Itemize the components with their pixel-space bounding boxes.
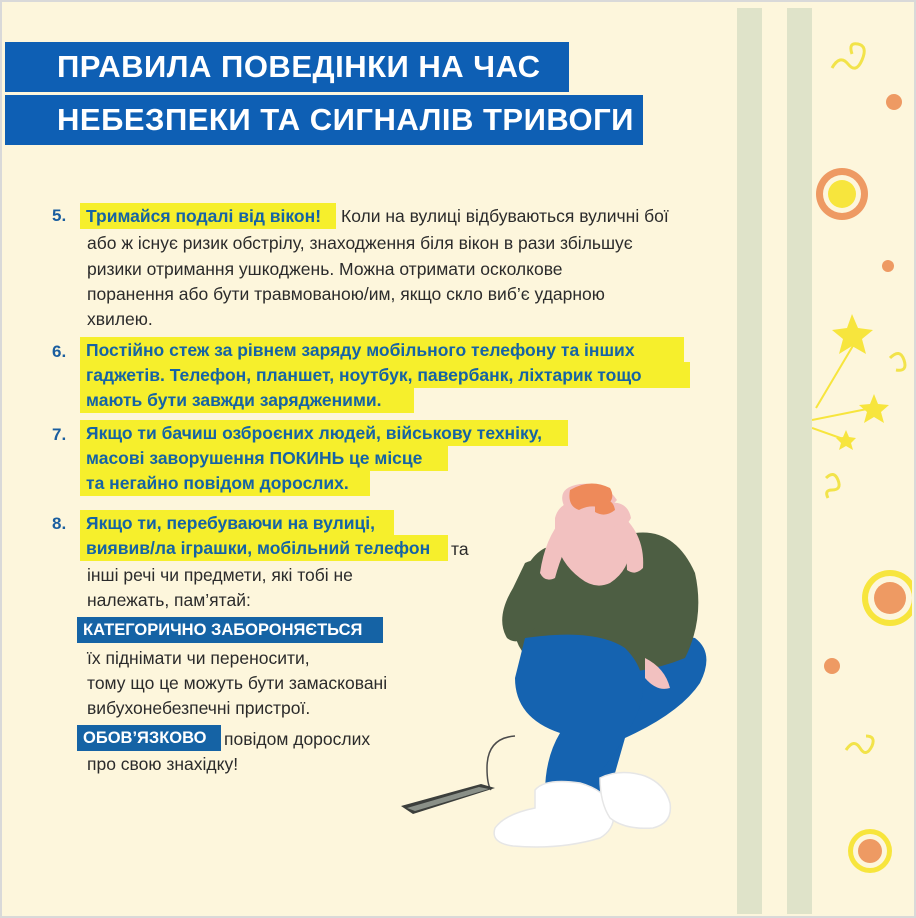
rule-number: 8. — [52, 514, 67, 533]
forbidden-text: їх піднімати чи переносити, — [87, 648, 310, 668]
must-text: повідом дорослих — [224, 729, 371, 749]
rule-text: поранення або бути травмованою/им, якщо скло виб’є ударною — [87, 284, 605, 304]
forbidden-badge: КАТЕГОРИЧНО ЗАБОРОНЯЄТЬСЯ — [77, 617, 383, 643]
star-icon — [859, 394, 889, 423]
rule-number: 5. — [52, 206, 67, 225]
rule-text: належать, пам’ятай: — [87, 590, 251, 610]
squiggle-icon — [826, 474, 839, 498]
squiggle-icon — [832, 44, 864, 68]
rule-highlight: Тримайся подалі від вікон! — [80, 203, 336, 229]
decor-stripe-left — [737, 8, 762, 914]
squiggle-icon — [890, 353, 905, 370]
forbidden-text: тому що це можуть бути замасковані — [87, 673, 388, 693]
rule-text: хвилею. — [87, 309, 153, 329]
rule-text: або ж існує ризик обстрілу, знаходження біля вікон в рази збільшує — [87, 233, 633, 253]
rule-highlight: гаджетів. Телефон, планшет, ноутбук, павербанк, ліхтарик тощо — [80, 362, 690, 388]
rule-highlight: мають бути завжди зарядженими. — [80, 387, 414, 413]
rule-highlight: Якщо ти, перебуваючи на вулиці, — [80, 510, 394, 536]
decor-stripe-right — [787, 8, 812, 914]
rule-highlight: виявив/ла іграшки, мобільний телефон — [80, 535, 448, 561]
rule-text: ризики отримання ушкоджень. Можна отримати осколкове — [87, 259, 563, 279]
rule-highlight: Якщо ти бачиш озброєних людей, військову техніку, — [80, 420, 568, 446]
squiggle-icon — [846, 736, 873, 753]
dot-icon — [824, 658, 840, 674]
decor-right-icons — [812, 8, 912, 914]
dot-icon — [882, 260, 894, 272]
page-title-line-2: НЕБЕЗПЕКИ ТА СИГНАЛІВ ТРИВОГИ — [5, 95, 643, 145]
rule-text: Коли на вулиці відбуваються вуличні бої — [341, 206, 669, 226]
rule-number: 6. — [52, 342, 67, 361]
rule-number: 7. — [52, 425, 67, 444]
rule-text: інші речі чи предмети, які тобі не — [87, 565, 353, 585]
rule-text: та — [451, 539, 469, 559]
must-text: про свою знахідку! — [87, 754, 239, 774]
rule-highlight: Постійно стеж за рівнем заряду мобільного телефону та інших — [80, 337, 684, 363]
page-title-line-1: ПРАВИЛА ПОВЕДІНКИ НА ЧАС — [5, 42, 569, 92]
rule-highlight: та негайно повідом дорослих. — [80, 470, 370, 496]
distressed-teen-illustration — [395, 478, 725, 888]
rule-highlight: масові заворушення ПОКИНЬ це місце — [80, 445, 448, 471]
dot-icon — [886, 94, 902, 110]
forbidden-text: вибухонебезпечні пристрої. — [87, 698, 311, 718]
shoe-icon — [494, 782, 614, 847]
must-badge: ОБОВ’ЯЗКОВО — [77, 725, 221, 751]
